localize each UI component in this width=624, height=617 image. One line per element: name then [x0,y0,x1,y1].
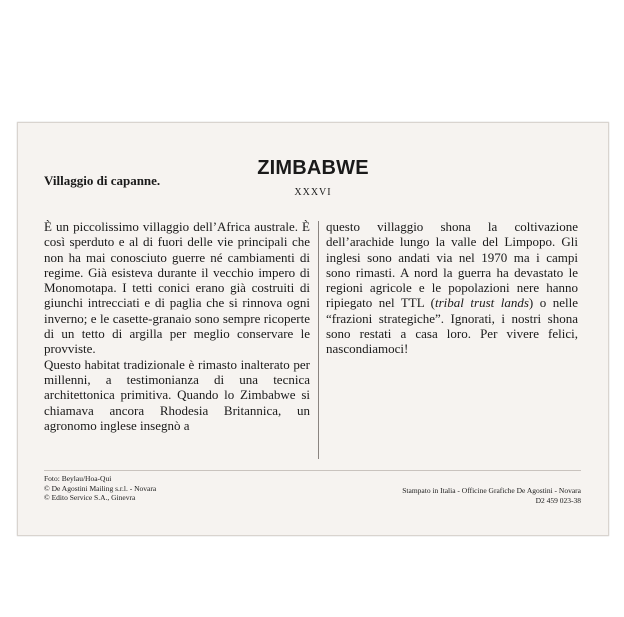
product-code: D2 459 023-38 [535,495,581,505]
italic-text: tribal trust lands [435,295,529,311]
text-run: ) o nelle “frazioni strategiche”. Ignorati, i nostri shona sono restati a casa loro. Per vivere felici, nascondiamoci! [326,295,579,357]
paragraph: È un piccolissimo villaggio dell’Africa australe. È così sperduto e al di fuori delle vie principali che non ha mai conosciuto guerre né cambiamenti di regime. Già esisteva durante il vecchio impero di Monomotapa. I tetti conici erano già costruiti di giunchi intrecciati e di paglia che si rinnova ogni inverno; e le casette-granaio sono sempre ricoperte di un tetto di argilla per meglio conservare le provviste. [44,219,310,357]
text-column-right [326,219,578,357]
credit-line: © De Agostini Mailing s.r.l. - Novara [44,483,157,493]
card-subtitle: Villaggio di capanne. [44,173,161,188]
credit-line: Foto: Beylau/Hoa-Qui [44,474,112,483]
column-divider [318,221,319,459]
credit-line: © Edito Service S.A., Ginevra [44,493,136,502]
text-column-left [44,219,310,433]
printer-info [402,486,581,505]
photo-credits [44,474,156,503]
footer-divider [44,470,581,471]
postcard-back [17,122,609,536]
printer-line: Stampato in Italia - Officine Grafiche De Agostini - Novara [402,486,581,495]
text-run: questo villaggio shona la coltivazione dell’arachide lungo la valle del Limpopo. Gli inglesi sono andati via nel 1970 ma i campi sono rimasti. A nord la guerra ha devastato le regioni agricole e le popolazioni nere hanno ripiegato nel TTL ( [326,219,578,311]
paragraph: Questo habitat tradizionale è rimasto inalterato per millenni, a testimonianza di una tecnica architettonica primitiva. Quando lo Zimbabwe si chiamava ancora Rhodesia Britannica, un agronomo inglese insegnò a [44,356,310,433]
card-title: ZIMBABWE [257,157,369,179]
paragraph [326,219,578,357]
card-number: XXXVI [294,187,332,198]
